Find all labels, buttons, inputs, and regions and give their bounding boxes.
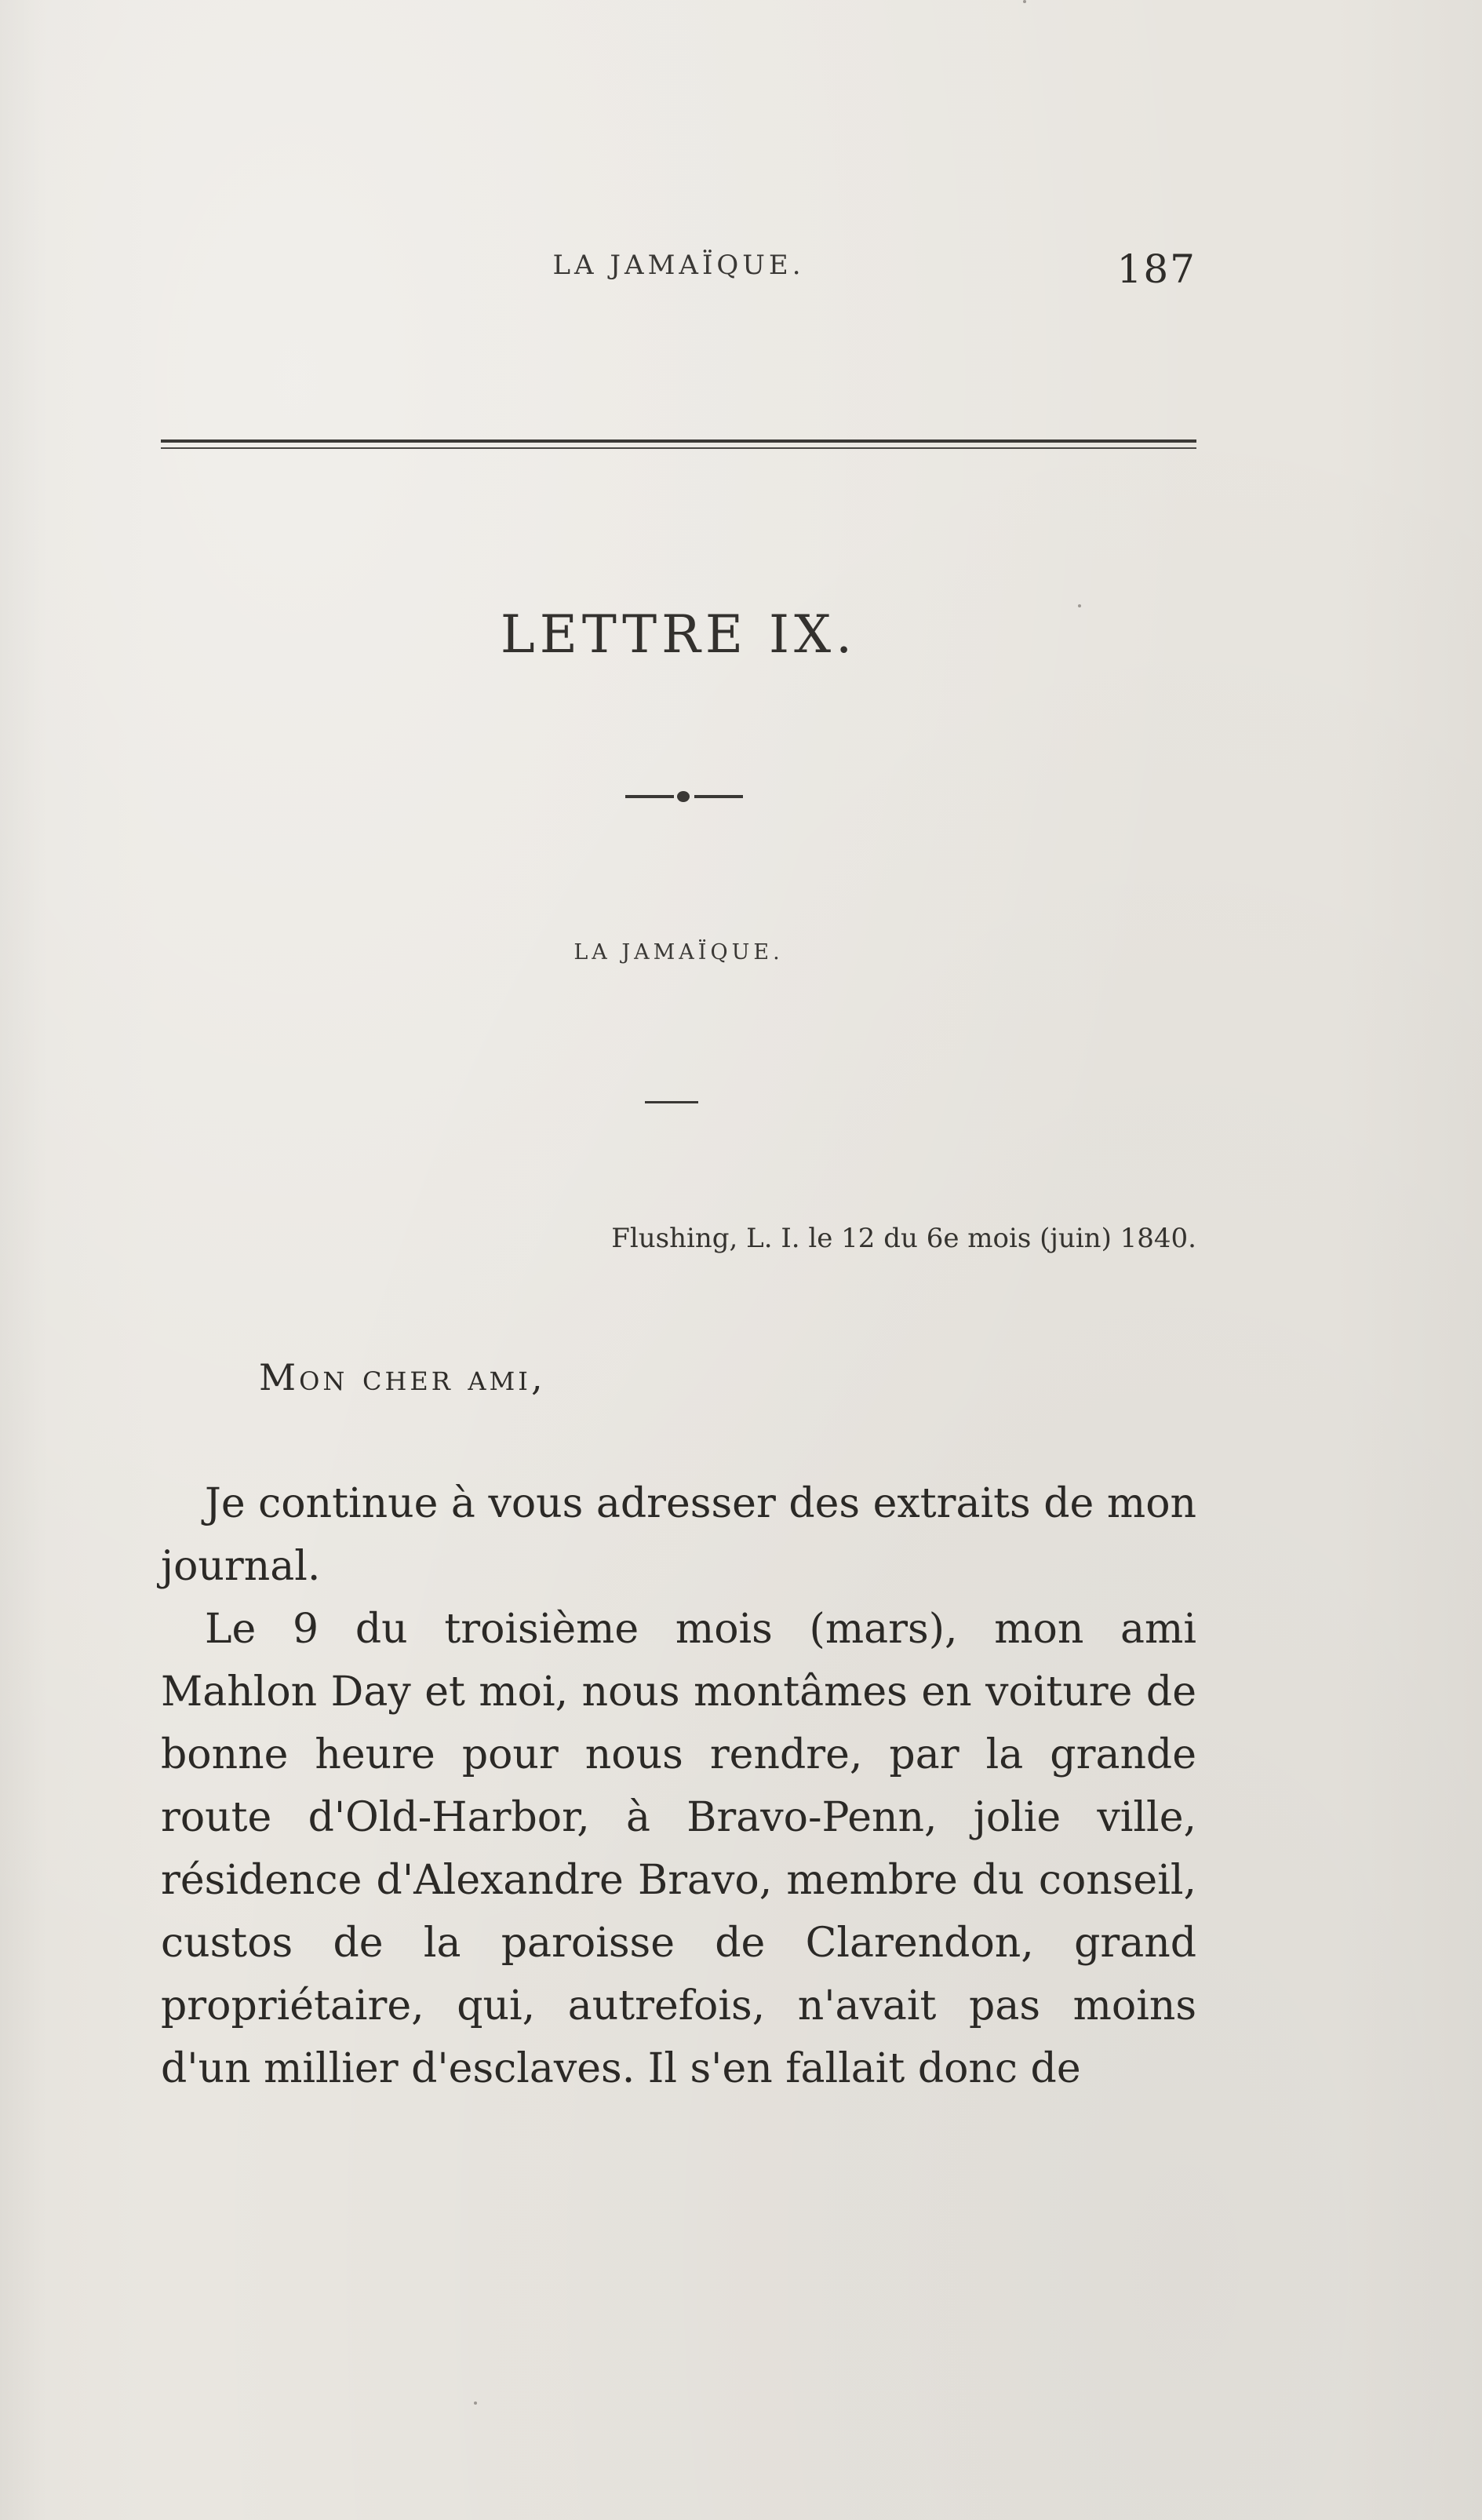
header-double-rule: [161, 439, 1196, 452]
paper-fleck: [1078, 604, 1081, 607]
rule-thick: [161, 439, 1196, 443]
paper-fleck: [474, 2401, 477, 2405]
body-text: [161, 1472, 1196, 2100]
salutation: Mon cher ami,: [259, 1356, 546, 1399]
dateline: Flushing, L. I. le 12 du 6e mois (juin) 1840.: [611, 1223, 1196, 1254]
letter-subtitle: LA JAMAÏQUE.: [574, 940, 784, 965]
ornament-divider: [625, 789, 743, 804]
ornament-line-left: [625, 795, 674, 798]
running-title: LA JAMAÏQUE.: [552, 250, 805, 281]
ornament-line-right: [694, 795, 743, 798]
short-rule: [645, 1101, 698, 1103]
paragraph: Je continue à vous adresser des extraits de mon journal.: [161, 1480, 1196, 1590]
paper-fleck: [1023, 0, 1026, 3]
running-head: [161, 246, 1196, 297]
letter-title: LETTRE IX.: [500, 604, 858, 665]
page-number: 187: [1116, 246, 1196, 292]
paragraph: Le 9 du troisième mois (mars), mon ami Mahlon Day et moi, nous montâmes en voiture de bonne heure pour nous rendre, par la grande route d'Old-Harbor, à Bravo-Penn, jolie ville, résidence d'Alexandre Bravo, membre du conseil, custos de la paroisse de Clarendon, grand propriétaire, qui, autrefois, n'avait pas moins d'un millier d'esclaves. Il s'en fallait donc de: [161, 1606, 1196, 2092]
rule-thin: [161, 447, 1196, 449]
ornament-dot: [677, 791, 690, 802]
